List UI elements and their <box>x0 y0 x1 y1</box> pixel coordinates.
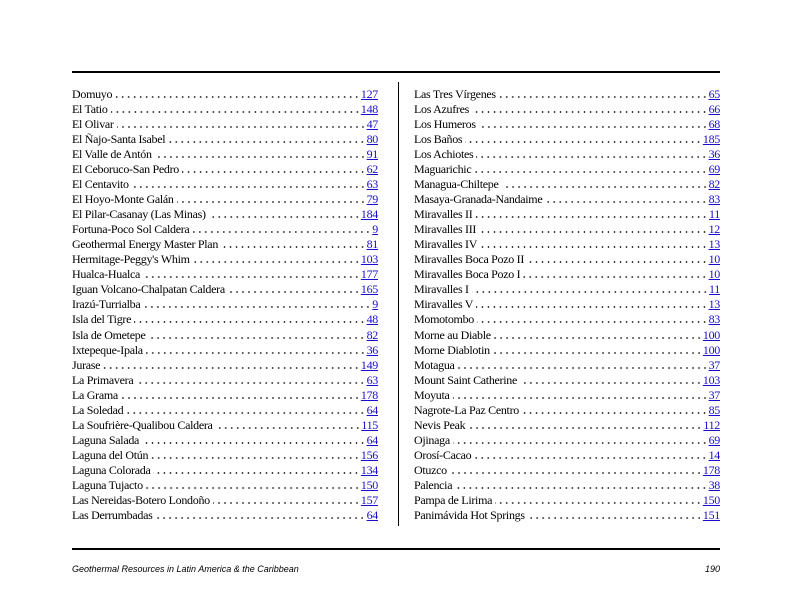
entry-name: La Soledad <box>72 402 124 417</box>
dot-leader <box>479 231 707 233</box>
index-entry <box>414 343 720 358</box>
index-entry <box>72 433 378 448</box>
entry-name: Morne au Diable <box>414 327 491 342</box>
entry-name: Miravalles II <box>414 207 473 222</box>
index-entry <box>414 403 720 418</box>
index-entry <box>414 312 720 327</box>
page-link[interactable]: 36 <box>366 342 378 357</box>
index-entry <box>414 433 720 448</box>
entry-name: Las Nereidas-Botero Londoño <box>72 492 210 507</box>
page-link[interactable]: 48 <box>366 312 378 327</box>
page-link[interactable]: 185 <box>702 132 720 147</box>
dot-leader <box>132 186 366 188</box>
index-entry <box>414 328 720 343</box>
dot-leader <box>148 337 365 339</box>
dot-leader <box>146 487 360 489</box>
entry-name: Laguna Tujacto <box>72 477 143 492</box>
dot-leader <box>474 171 707 173</box>
index-entry <box>72 478 378 493</box>
page-link[interactable]: 9 <box>372 297 378 312</box>
page-link[interactable]: 66 <box>708 102 720 117</box>
page-link[interactable]: 184 <box>360 207 378 222</box>
dot-leader <box>472 111 708 113</box>
entry-name: Laguna Salada <box>72 432 140 447</box>
index-entry <box>72 177 378 192</box>
page-link[interactable]: 127 <box>360 87 378 101</box>
page-link[interactable]: 11 <box>709 207 720 222</box>
dot-leader <box>146 352 366 354</box>
dot-leader <box>192 231 371 233</box>
index-entry <box>72 448 378 463</box>
entry-name: El Pilar-Casanay (Las Minas) <box>72 207 206 222</box>
page-link[interactable]: 13 <box>708 237 720 252</box>
page-link[interactable]: 165 <box>360 282 378 297</box>
index-entry <box>414 132 720 147</box>
entry-name: La Soufrière-Qualibou Caldera <box>72 417 213 432</box>
dot-leader <box>177 201 366 203</box>
index-entry <box>72 282 378 297</box>
dot-leader <box>136 382 365 384</box>
entry-name: Masaya-Granada-Nandaime <box>414 192 543 207</box>
page-link[interactable]: 37 <box>708 357 720 372</box>
entry-name: Pampa de Lirima <box>414 492 493 507</box>
page-link[interactable]: 11 <box>709 282 720 297</box>
page-link[interactable]: 81 <box>366 237 378 252</box>
entry-name: Miravalles III <box>414 222 477 237</box>
page-link[interactable]: 80 <box>366 132 378 147</box>
page-link[interactable]: 9 <box>372 222 378 237</box>
entry-name: Laguna del Otún <box>72 447 149 462</box>
entry-name: Morne Diablotin <box>414 342 490 357</box>
index-entry <box>72 418 378 433</box>
index-entry <box>72 147 378 162</box>
page-link[interactable]: 157 <box>360 492 378 507</box>
entry-name: Domuyo <box>72 87 113 101</box>
dot-leader <box>476 306 707 308</box>
entry-name: Los Humeros <box>414 117 476 132</box>
dot-leader <box>143 306 371 308</box>
index-entry <box>414 222 720 237</box>
dot-leader <box>495 502 702 504</box>
index-column-right <box>414 87 720 523</box>
page-link[interactable]: 150 <box>360 477 378 492</box>
page-link[interactable]: 69 <box>708 162 720 177</box>
entry-name: Isla de Ometepe <box>72 327 146 342</box>
page-link[interactable]: 134 <box>360 462 378 477</box>
page-link[interactable]: 148 <box>360 102 378 117</box>
index-entry <box>72 493 378 508</box>
dot-leader <box>502 186 708 188</box>
dot-leader <box>115 96 360 98</box>
index-entry <box>414 448 720 463</box>
dot-leader <box>117 126 366 128</box>
page-link[interactable]: 103 <box>360 252 378 267</box>
page-link[interactable]: 82 <box>366 327 378 342</box>
index-entry <box>72 328 378 343</box>
index-entry <box>414 418 720 433</box>
dot-leader <box>213 502 360 504</box>
entry-name: Las Derrumbadas <box>72 507 153 522</box>
dot-leader <box>209 216 360 218</box>
entry-name: Fortuna-Poco Sol Caldera <box>72 222 190 237</box>
entry-name: El Olivar <box>72 117 114 132</box>
dot-leader <box>182 171 366 173</box>
index-entry <box>72 463 378 478</box>
dot-leader <box>480 246 708 248</box>
page-link[interactable]: 100 <box>702 327 720 342</box>
entry-name: Las Tres Vírgenes <box>414 87 496 101</box>
index-entry <box>414 162 720 177</box>
index-entry <box>72 343 378 358</box>
page-link[interactable]: 151 <box>702 507 720 522</box>
entry-name: Momotombo <box>414 312 474 327</box>
page-link[interactable]: 100 <box>702 342 720 357</box>
index-entry <box>72 192 378 207</box>
dot-leader <box>522 412 708 414</box>
index-entry <box>414 267 720 282</box>
top-rule <box>72 71 720 73</box>
index-entry <box>72 222 378 237</box>
entry-name: Isla del Tigre <box>72 312 132 327</box>
page-link[interactable]: 177 <box>360 267 378 282</box>
page-link[interactable]: 79 <box>366 192 378 207</box>
index-entry <box>72 162 378 177</box>
index-entry <box>414 147 720 162</box>
dot-leader <box>216 427 361 429</box>
page-link[interactable]: 82 <box>708 177 720 192</box>
entry-name: El Centavito <box>72 177 129 192</box>
entry-name: La Primavera <box>72 372 134 387</box>
entry-name: Los Baños <box>414 132 463 147</box>
dot-leader <box>523 276 707 278</box>
page-link[interactable]: 69 <box>708 432 720 447</box>
dot-leader <box>103 367 360 369</box>
footer-page-number: 190 <box>704 564 720 574</box>
page-link[interactable]: 149 <box>360 357 378 372</box>
entry-name: Geothermal Energy Master Plan <box>72 237 219 252</box>
dot-leader <box>475 216 708 218</box>
index-entry <box>414 207 720 222</box>
dot-leader <box>193 261 360 263</box>
dot-leader <box>450 472 702 474</box>
index-entry <box>414 177 720 192</box>
index-entry <box>414 117 720 132</box>
page-link[interactable]: 83 <box>708 312 720 327</box>
entry-name: Miravalles IV <box>414 237 478 252</box>
entry-name: Moyuta <box>414 387 450 402</box>
entry-name: Laguna Colorada <box>72 462 151 477</box>
index-entry <box>414 478 720 493</box>
entry-name: La Grama <box>72 387 118 402</box>
dot-leader <box>168 141 365 143</box>
entry-name: Hermitage-Peggy's Whim <box>72 252 190 267</box>
entry-name: El Valle de Antón <box>72 147 152 162</box>
dot-leader <box>455 487 707 489</box>
entry-name: Ojinaga <box>414 432 450 447</box>
page-link[interactable]: 64 <box>366 432 378 447</box>
index-entry <box>414 373 720 388</box>
entry-name: Miravalles Boca Pozo I <box>414 267 521 282</box>
bottom-rule <box>72 548 720 550</box>
index-entry <box>414 297 720 312</box>
entry-name: Maguarichic <box>414 162 472 177</box>
dot-leader <box>121 397 360 399</box>
dot-leader <box>499 96 708 98</box>
page-link[interactable]: 10 <box>708 252 720 267</box>
dot-leader <box>528 517 702 519</box>
entry-name: Los Achiotes <box>414 147 474 162</box>
entry-name: Nagrote-La Paz Centro <box>414 402 519 417</box>
entry-name: Otuzco <box>414 462 447 477</box>
dot-leader <box>468 427 702 429</box>
dot-leader <box>477 321 708 323</box>
dot-leader <box>143 276 360 278</box>
entry-name: Miravalles I <box>414 282 469 297</box>
page-link[interactable]: 63 <box>366 177 378 192</box>
index-entry <box>72 358 378 373</box>
index-entry <box>72 237 378 252</box>
page-link[interactable]: 112 <box>703 417 720 432</box>
entry-name: Los Azufres <box>414 102 470 117</box>
entry-name: Orosí-Cacao <box>414 447 472 462</box>
page-link[interactable]: 37 <box>708 387 720 402</box>
column-divider <box>398 82 399 526</box>
dot-leader <box>153 472 359 474</box>
page-link[interactable]: 156 <box>360 447 378 462</box>
dot-leader <box>494 337 702 339</box>
index-entry <box>72 207 378 222</box>
entry-name: El Ñajo-Santa Isabel <box>72 132 166 147</box>
index-entry <box>414 87 720 102</box>
entry-name: Miravalles V <box>414 297 474 312</box>
index-entry <box>72 388 378 403</box>
index-entry <box>414 237 720 252</box>
dot-leader <box>221 246 366 248</box>
dot-leader <box>493 352 702 354</box>
index-column-left <box>72 87 378 523</box>
page-link[interactable]: 38 <box>708 477 720 492</box>
dot-leader <box>151 457 360 459</box>
page-link[interactable]: 65 <box>708 87 720 101</box>
dot-leader <box>545 201 707 203</box>
index-entry <box>414 358 720 373</box>
index-entry <box>414 102 720 117</box>
page-link[interactable]: 36 <box>708 147 720 162</box>
entry-name: Miravalles Boca Pozo II <box>414 252 525 267</box>
dot-leader <box>458 367 708 369</box>
entry-name: Panimávida Hot Springs <box>414 507 525 522</box>
index-entry <box>72 87 378 102</box>
dot-leader <box>155 517 365 519</box>
dot-leader <box>126 412 365 414</box>
page-link[interactable]: 178 <box>360 387 378 402</box>
index-entry <box>72 297 378 312</box>
entry-name: El Hoyo-Monte Galán <box>72 192 174 207</box>
entry-name: Hualca-Hualca <box>72 267 141 282</box>
page-link[interactable]: 178 <box>702 462 720 477</box>
page-link[interactable]: 85 <box>708 402 720 417</box>
index-entry <box>72 373 378 388</box>
dot-leader <box>476 156 707 158</box>
dot-leader <box>111 111 360 113</box>
dot-leader <box>453 397 708 399</box>
entry-name: El Tatio <box>72 102 108 117</box>
entry-name: Jurase <box>72 357 101 372</box>
index-entry <box>72 508 378 523</box>
page-link[interactable]: 64 <box>366 402 378 417</box>
index-entry <box>72 252 378 267</box>
page-link[interactable]: 103 <box>702 372 720 387</box>
dot-leader <box>527 261 708 263</box>
entry-name: Palencia <box>414 477 453 492</box>
index-entry <box>414 282 720 297</box>
dot-leader <box>155 156 366 158</box>
dot-leader <box>474 457 707 459</box>
entry-name: Ixtepeque-Ipala <box>72 342 143 357</box>
dot-leader <box>228 291 360 293</box>
page-link[interactable]: 63 <box>366 372 378 387</box>
dot-leader <box>142 442 366 444</box>
page-link[interactable]: 150 <box>702 492 720 507</box>
page-link[interactable]: 68 <box>708 117 720 132</box>
page-link[interactable]: 14 <box>708 447 720 462</box>
entry-name: Iguan Volcano-Chalpatan Caldera <box>72 282 225 297</box>
dot-leader <box>453 442 708 444</box>
index-entry <box>72 403 378 418</box>
entry-name: El Ceboruco-San Pedro <box>72 162 180 177</box>
page-link[interactable]: 62 <box>366 162 378 177</box>
footer-title: Geothermal Resources in Latin America & the Caribbean <box>72 564 299 574</box>
index-entry <box>72 267 378 282</box>
dot-leader <box>479 126 708 128</box>
index-entry <box>414 463 720 478</box>
page-link[interactable]: 47 <box>366 117 378 132</box>
dot-leader <box>134 321 365 323</box>
index-entry <box>72 117 378 132</box>
page-link[interactable]: 12 <box>708 222 720 237</box>
index-entry <box>414 252 720 267</box>
index-entry <box>414 192 720 207</box>
page-link[interactable]: 64 <box>366 507 378 522</box>
entry-name: Nevis Peak <box>414 417 466 432</box>
page-link[interactable]: 13 <box>708 297 720 312</box>
page-link[interactable]: 10 <box>708 267 720 282</box>
page-link[interactable]: 91 <box>366 147 378 162</box>
entry-name: Mount Saint Catherine <box>414 372 518 387</box>
entry-name: Managua-Chiltepe <box>414 177 499 192</box>
page-link[interactable]: 115 <box>361 417 378 432</box>
page-link[interactable]: 83 <box>708 192 720 207</box>
index-entry <box>414 388 720 403</box>
dot-leader <box>465 141 702 143</box>
index-entry <box>414 508 720 523</box>
entry-name: Irazú-Turrialba <box>72 297 141 312</box>
dot-leader <box>520 382 702 384</box>
index-entry <box>414 493 720 508</box>
index-entry <box>72 102 378 117</box>
dot-leader <box>472 291 708 293</box>
entry-name: Motagua <box>414 357 455 372</box>
index-entry <box>72 312 378 327</box>
index-entry <box>72 132 378 147</box>
